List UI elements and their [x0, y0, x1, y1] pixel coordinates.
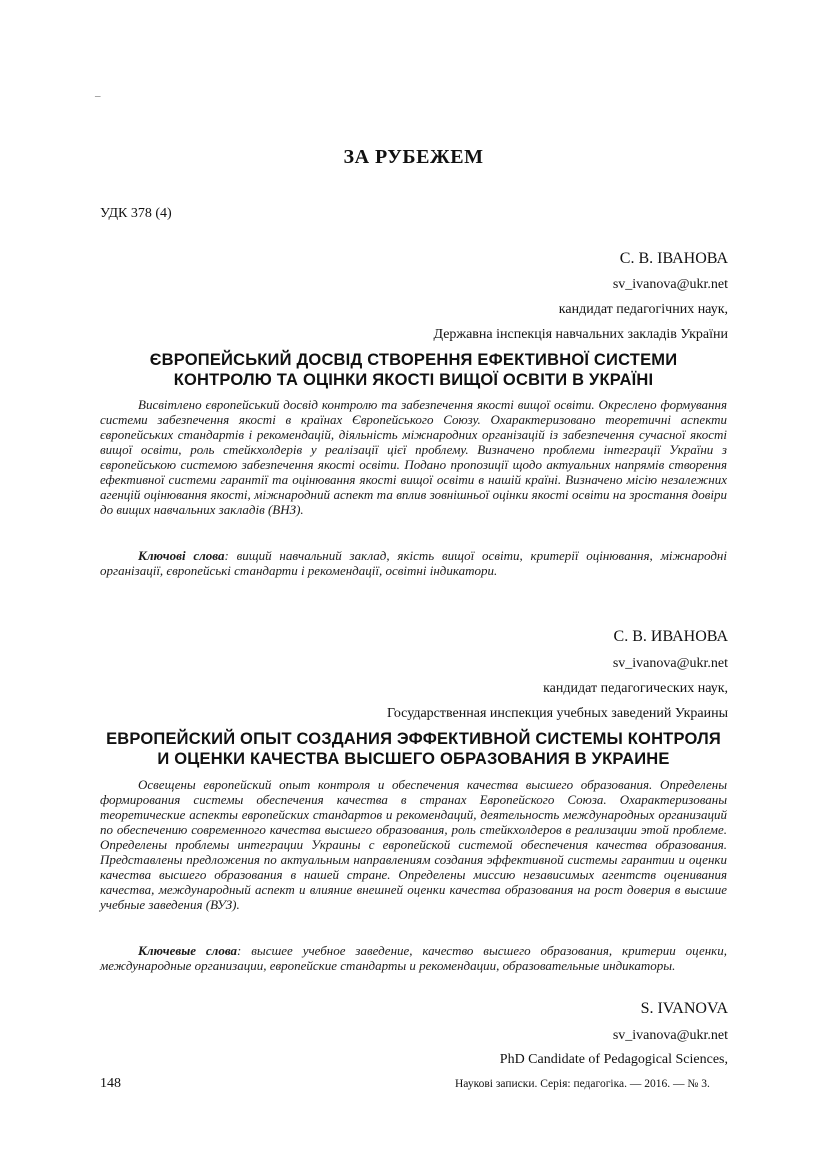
ru-author-affiliation: Государственная инспекция учебных заведений Украины: [386, 706, 728, 721]
ua-title-line-2: КОНТРОЛЮ ТА ОЦІНКИ ЯКОСТІ ВИЩОЇ ОСВІТИ В УКРАЇНІ: [173, 371, 654, 389]
ru-title-line-1: ЕВРОПЕЙСКИЙ ОПЫТ СОЗДАНИЯ ЭФФЕКТИВНОЙ СИСТЕМЫ КОНТРОЛЯ: [106, 730, 721, 748]
page-number: 148: [100, 1076, 121, 1091]
en-author-email: sv_ivanova@ukr.net: [612, 1028, 728, 1043]
ua-author-degree: кандидат педагогічних наук,: [558, 302, 728, 317]
en-author-name: S. IVANOVA: [640, 1000, 728, 1017]
section-title: ЗА РУБЕЖЕМ: [343, 146, 484, 168]
ua-author-email: sv_ivanova@ukr.net: [612, 277, 728, 292]
ua-author-affiliation: Державна інспекція навчальних закладів України: [433, 327, 728, 342]
header-dash: –: [95, 90, 101, 102]
udk-code: УДК 378 (4): [100, 206, 172, 221]
ua-keywords-text: : вищий навчальний заклад, якість вищої освіти, критерії оцінювання, міжнародні організації, європейські стандарти і рекомендації, освітні індикатори.: [100, 548, 727, 578]
ru-keywords-text: : высшее учебное заведение, качество высшего образования, критерии оценки, международные организации, европейские стандарты и рекомендации, образовательные индикаторы.: [100, 943, 727, 973]
ua-keywords: [100, 548, 727, 578]
ua-abstract: Висвітлено європейський досвід контролю та забезпечення якості вищої освіти. Окреслено формування системи забезпечення якості в країнах Європейського Союзу. Охарактеризовано теоретичні аспекти європейських стандартів і рекомендацій, діяльність міжнародних організацій із забезпечення сучасної якості вищої освіти, роль стейкхолдерів у реалізації цієї проблему. Визначено проблеми інтеграції України з європейською системою забезпечення якості освіти. Подано пропозиції щодо актуальних напрямів створення ефективної системи гарантії та оцінювання якості вищої освіти в нашій країні. Визначено місію незалежних агенцій оцінювання якості, міжнародний аспект та вплив зовнішньої оцінки якості освіти на зростання довіри до вищих навчальних закладів (ВНЗ).: [100, 397, 727, 517]
ua-article-title: [100, 350, 727, 390]
ru-author-email: sv_ivanova@ukr.net: [612, 656, 728, 671]
ru-title-line-2: И ОЦЕНКИ КАЧЕСТВА ВЫСШЕГО ОБРАЗОВАНИЯ В УКРАИНЕ: [157, 750, 670, 768]
ru-keywords-label: Ключевые слова: [138, 943, 238, 958]
ru-author-degree: кандидат педагогических наук,: [543, 681, 728, 696]
journal-reference: Наукові записки. Серія: педагогіка. — 2016. — № 3.: [455, 1078, 710, 1090]
ru-abstract: Освещены европейский опыт контроля и обеспечения качества высшего образования. Определены формирования системы обеспечения качества в странах Европейского Союза. Охарактеризованы теоретические аспекты европейских стандартов и рекомендаций, деятельность международных организаций по обеспечению современного качества высшего образования, роль стейкхолдеров в реализации этой проблеме. Определены проблемы интеграции Украины с европейской системой обеспечения качества образования. Представлены предложения по актуальным направлениям создания эффективной системы гарантии и оценки качества высшего образования в нашей стране. Определены миссию независимых агентств оценивания качества, международный аспект и влияние внешней оценки качества образования на рост доверия в высшие учебные заведения (ВУЗ).: [100, 777, 727, 912]
ua-author-name: С. В. ІВАНОВА: [619, 250, 728, 267]
en-author-degree: PhD Candidate of Pedagogical Sciences,: [499, 1052, 728, 1067]
ru-keywords: [100, 943, 727, 973]
ua-keywords-label: Ключові слова: [138, 548, 225, 563]
ua-title-line-1: ЄВРОПЕЙСЬКИЙ ДОСВІД СТВОРЕННЯ ЕФЕКТИВНОЇ СИСТЕМИ: [149, 351, 678, 369]
ru-article-title: [100, 729, 727, 769]
ru-author-name: С. В. ИВАНОВА: [613, 628, 728, 645]
